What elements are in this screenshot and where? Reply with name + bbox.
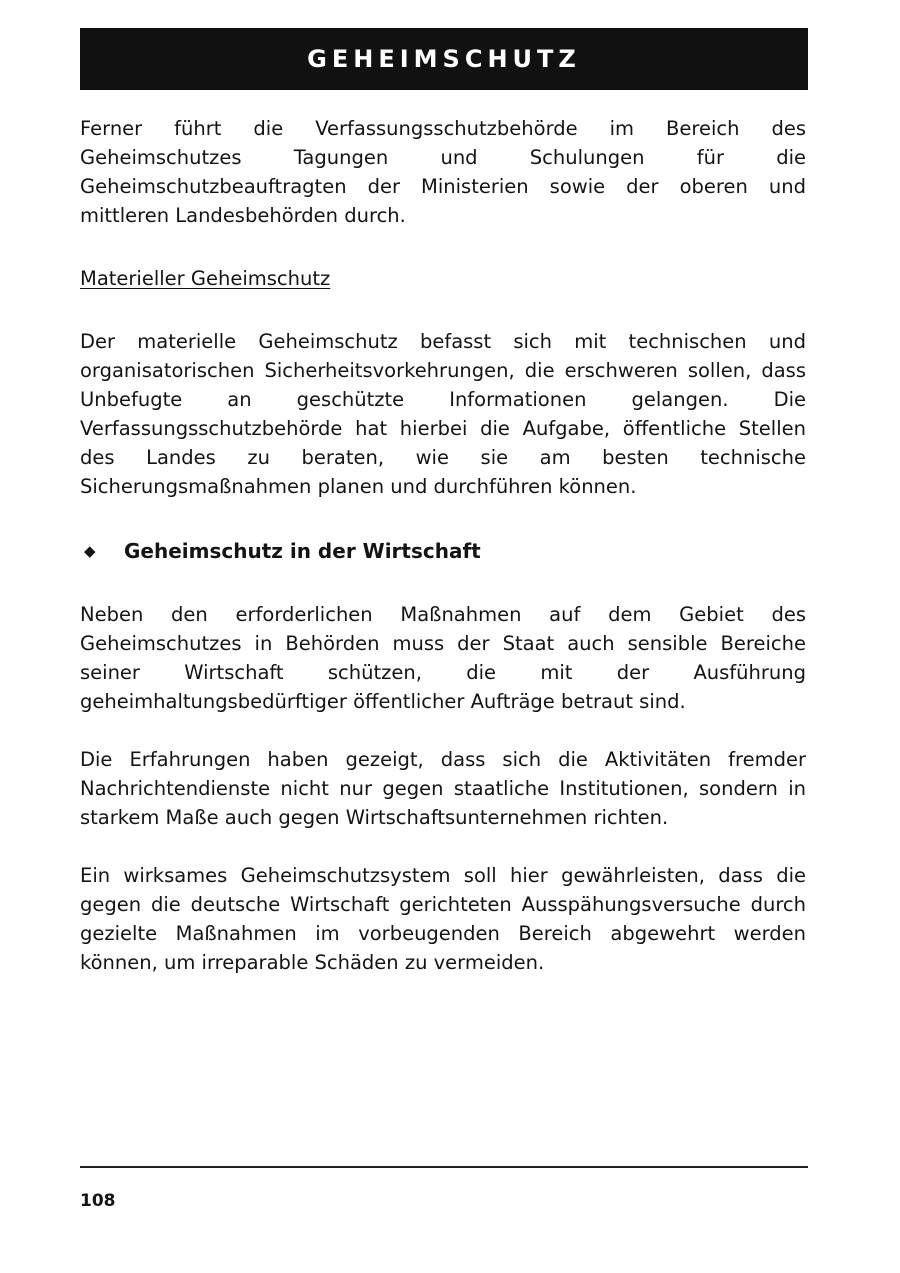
page-header-bar (80, 28, 808, 90)
page-header-title: GEHEIMSCHUTZ (307, 45, 581, 73)
diamond-icon: ◆ (84, 542, 96, 560)
section-heading-text: Geheimschutz in der Wirtschaft (124, 539, 481, 563)
paragraph-nachrichtendienste: Die Erfahrungen haben gezeigt, dass sich die Aktivitäten fremder Nachrichtendienste nicht nur gegen staatliche Institutionen, sondern in starkem Maße auch gegen Wirtschaftsunternehmen richten. (80, 748, 806, 829)
paragraph-wirtschaft-massnahmen: Neben den erforderlichen Maßnahmen auf dem Gebiet des Geheimschutzes in Behörden muss der Staat auch sensible Bereiche seiner Wirtschaft schützen, die mit der Ausführung geheimhaltungsbedürftiger öffentlicher Aufträge betraut sind. (80, 603, 806, 713)
page-number: 108 (80, 1191, 116, 1211)
section-heading-wirtschaft (80, 537, 806, 566)
paragraph-geheimschutzsystem: Ein wirksames Geheimschutzsystem soll hier gewährleisten, dass die gegen die deutsche Wirtschaft gerichteten Ausspähungsversuche durch gezielte Maßnahmen im vorbeugenden Bereich abgewehrt werden können, um irreparable Schäden zu vermeiden. (80, 864, 806, 974)
paragraph-materieller-geheimschutz: Der materielle Geheimschutz befasst sich mit technischen und organisatorischen Sicherheitsvorkehrungen, die erschweren sollen, dass Unbefugte an geschützte Informationen gelangen. Die Verfassungsschutzbehörde hat hierbei die Aufgabe, öffentliche Stellen des Landes zu beraten, wie sie am besten technische Sicherungsmaßnahmen planen und durchführen können. (80, 330, 806, 498)
subheading-materieller-geheimschutz: Materieller Geheimschutz (80, 267, 331, 290)
page-content (80, 114, 806, 977)
paragraph-geheimschutz-tagungen: Ferner führt die Verfassungsschutzbehörde im Bereich des Geheimschutzes Tagungen und Schulungen für die Geheimschutzbeauftragten der Ministerien sowie der oberen und mittleren Landesbehörden durch. (80, 117, 806, 227)
footer-divider (80, 1166, 808, 1168)
